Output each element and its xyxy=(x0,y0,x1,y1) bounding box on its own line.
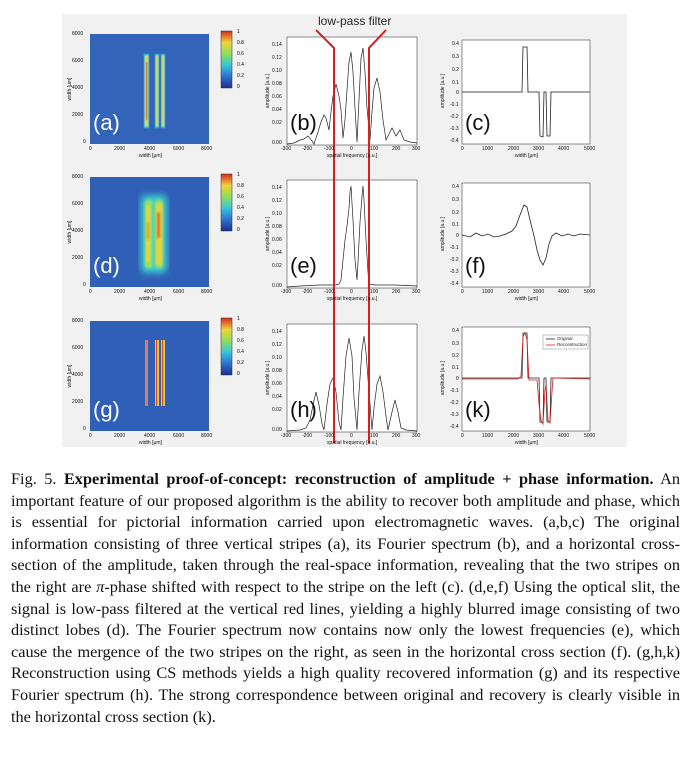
spectrum-h-xtick-300: 300 xyxy=(412,433,421,439)
spectrum-h-xtick-100: 100 xyxy=(370,433,379,439)
cross-f-ytick-01: 0.1 xyxy=(452,222,459,228)
heatmap-a-xtick-8000: 8000 xyxy=(201,146,213,152)
caption-text-part-1: An important feature of our proposed algorithm is the ability to recover both amplitude and phase, which is essential for pictorial information carried upon electromagnetic waves. (a,b,c) The original information consisting of three vertical stripes (a), its Fourier spectrum (b), and a horizontal cross-section of the amplitude, taken through the real-space information, revealing that the two stripes on the right are xyxy=(11,469,680,596)
cross-f-ytick-0: 0 xyxy=(456,233,459,239)
heatmap-g-xtick-4000: 4000 xyxy=(144,433,156,439)
panel-letter-d: (d) xyxy=(93,253,120,278)
panel-letter-c: (c) xyxy=(465,110,491,135)
heatmap-d-ytick-0: 0 xyxy=(83,282,86,288)
cross-k-xtick-2000: 2000 xyxy=(508,433,520,439)
colorbar-g-tick-0: 0 xyxy=(237,371,240,377)
cross-k-ytick-0: 0 xyxy=(456,376,459,382)
spectrum-b-xtick-m200: -200 xyxy=(302,146,313,152)
spectrum-h-xtick-m300: -300 xyxy=(281,433,292,439)
spectrum-h-ytick-000: 0.00 xyxy=(272,427,282,433)
colorbar-a-tick-04: 0.4 xyxy=(237,62,244,68)
heatmap-g-xtick-6000: 6000 xyxy=(173,433,185,439)
legend-reconstruction: Reconstruction xyxy=(557,342,588,347)
spectrum-b-ytick-010: 0.10 xyxy=(272,68,282,74)
spectrum-b-ytick-006: 0.06 xyxy=(272,94,282,100)
caption-pi-symbol: π xyxy=(96,576,105,596)
spectrum-h-ytick-004: 0.04 xyxy=(272,394,282,400)
legend-original: Original xyxy=(557,336,573,341)
cross-f-ytick-02: 0.2 xyxy=(452,210,459,216)
spectrum-e-ytick-010: 0.10 xyxy=(272,211,282,217)
cross-k-xtick-3000: 3000 xyxy=(533,433,545,439)
cross-k-ylabel: amplitude [a.u.] xyxy=(440,360,446,396)
cross-c-ytick-m01: -0.1 xyxy=(450,102,459,108)
spectrum-e-ytick-008: 0.08 xyxy=(272,224,282,230)
cross-f-xtick-0: 0 xyxy=(461,289,464,295)
panel-d-colorbar xyxy=(221,174,232,231)
cross-c-xtick-0: 0 xyxy=(461,146,464,152)
panel-letter-g: (g) xyxy=(93,397,120,422)
cross-f-ylabel: amplitude [a.u.] xyxy=(440,216,446,252)
cross-k-ytick-02: 0.2 xyxy=(452,353,459,359)
spectrum-e-ytick-014: 0.14 xyxy=(272,185,282,191)
heatmap-d-ytick-4000: 4000 xyxy=(72,228,84,234)
cross-k-xtick-4000: 4000 xyxy=(558,433,570,439)
heatmap-a-xtick-0: 0 xyxy=(89,146,92,152)
colorbar-a-tick-1: 1 xyxy=(237,29,240,35)
spectrum-b-ytick-014: 0.14 xyxy=(272,42,282,48)
spectrum-e-ytick-002: 0.02 xyxy=(272,263,282,269)
spectrum-b-xtick-100: 100 xyxy=(370,146,379,152)
colorbar-g-tick-02: 0.2 xyxy=(237,360,244,366)
spectrum-h-xlabel: spatial frequency [a.u.] xyxy=(327,440,378,446)
heatmap-g-ytick-4000: 4000 xyxy=(72,372,84,378)
cross-k-ytick-m03: -0.3 xyxy=(450,412,459,418)
heatmap-a-xlabel: width [μm] xyxy=(139,153,162,159)
heatmap-a-ytick-0: 0 xyxy=(83,139,86,145)
cross-f-xtick-5000: 5000 xyxy=(584,289,596,295)
cross-c-ytick-m04: -0.4 xyxy=(450,138,459,144)
lowpass-filter-label: low-pass filter xyxy=(318,14,392,28)
cross-k-xtick-1000: 1000 xyxy=(482,433,494,439)
heatmap-a-ytick-8000: 8000 xyxy=(72,31,84,37)
panel-letter-e: (e) xyxy=(290,253,317,278)
cross-c-xtick-5000: 5000 xyxy=(584,146,596,152)
cross-f-ytick-m03: -0.3 xyxy=(450,269,459,275)
cross-k-ytick-01: 0.1 xyxy=(452,365,459,371)
spectrum-e-ytick-000: 0.00 xyxy=(272,283,282,289)
heatmap-d-ylabel: width [μm] xyxy=(67,220,73,244)
heatmap-g-xtick-8000: 8000 xyxy=(201,433,213,439)
cross-c-ylabel: amplitude [a.u.] xyxy=(440,73,446,109)
cross-k-ytick-03: 0.3 xyxy=(452,341,459,347)
heatmap-d-ytick-2000: 2000 xyxy=(72,255,84,261)
spectrum-h-ytick-006: 0.06 xyxy=(272,381,282,387)
colorbar-a-tick-0: 0 xyxy=(237,84,240,90)
cross-k-ytick-04: 0.4 xyxy=(452,328,459,334)
panel-letter-f: (f) xyxy=(465,253,486,278)
spectrum-e-xtick-300: 300 xyxy=(412,289,421,295)
colorbar-g-tick-1: 1 xyxy=(237,316,240,322)
spectrum-e-ylabel: amplitude [a.u.] xyxy=(265,216,271,252)
heatmap-d-ytick-8000: 8000 xyxy=(72,174,84,180)
heatmap-a-ytick-2000: 2000 xyxy=(72,112,84,118)
heatmap-g-ytick-2000: 2000 xyxy=(72,399,84,405)
spectrum-e-xtick-0: 0 xyxy=(350,289,353,295)
spectrum-h-ytick-008: 0.08 xyxy=(272,368,282,374)
cross-c-ytick-04: 0.4 xyxy=(452,41,459,47)
spectrum-h-xtick-m200: -200 xyxy=(302,433,313,439)
cross-c-xtick-1000: 1000 xyxy=(482,146,494,152)
cross-c-ytick-0: 0 xyxy=(456,90,459,96)
cross-f-xtick-2000: 2000 xyxy=(508,289,520,295)
heatmap-d-xtick-4000: 4000 xyxy=(144,289,156,295)
cross-f-xlabel: width [μm] xyxy=(515,296,538,302)
spectrum-e-xtick-m100: -100 xyxy=(324,289,335,295)
caption-text-part-2: -phase shifted with respect to the stripe on the left (c). (d,e,f) Using the optical slit, the signal is low-pass filtered at the vertical red lines, yielding a highly blurred image consisting of two distinct lobes (d). The Fourier spectrum now contains now only the lowest frequencies (e), which cause the mergence of the two stripes on the right, as seen in the horizontal cross section (f). (g,h,k) Reconstruction using CS methods yields a high quality recovered information (g) and its respective Fourier spectrum (h). The strong correspondence between original and recovery is clearly visible in the horizontal cross section (k). xyxy=(11,576,681,726)
heatmap-a-ytick-6000: 6000 xyxy=(72,58,84,64)
spectrum-h-xtick-m100: -100 xyxy=(324,433,335,439)
cross-c-ytick-03: 0.3 xyxy=(452,54,459,60)
colorbar-d-tick-04: 0.4 xyxy=(237,205,244,211)
spectrum-b-ytick-002: 0.02 xyxy=(272,120,282,126)
heatmap-a-xtick-4000: 4000 xyxy=(144,146,156,152)
heatmap-g-ylabel: width [μm] xyxy=(67,364,73,388)
heatmap-d-xtick-6000: 6000 xyxy=(173,289,185,295)
spectrum-b-xtick-300: 300 xyxy=(412,146,421,152)
spectrum-h-xtick-200: 200 xyxy=(392,433,401,439)
colorbar-g-tick-04: 0.4 xyxy=(237,349,244,355)
spectrum-e-xtick-m200: -200 xyxy=(302,289,313,295)
colorbar-d-tick-06: 0.6 xyxy=(237,194,244,200)
heatmap-a-xtick-6000: 6000 xyxy=(173,146,185,152)
cross-k-xlabel: width [μm] xyxy=(515,440,538,446)
panel-a-colorbar xyxy=(221,31,232,88)
cross-c-xtick-2000: 2000 xyxy=(508,146,520,152)
heatmap-d-ytick-6000: 6000 xyxy=(72,201,84,207)
spectrum-b-ytick-004: 0.04 xyxy=(272,107,282,113)
cross-f-ytick-m04: -0.4 xyxy=(450,281,459,287)
cross-c-ytick-01: 0.1 xyxy=(452,80,459,86)
spectrum-b-xtick-0: 0 xyxy=(350,146,353,152)
cross-k-ytick-m01: -0.1 xyxy=(450,388,459,394)
spectrum-h-ytick-002: 0.02 xyxy=(272,407,282,413)
cross-k-xtick-0: 0 xyxy=(461,433,464,439)
cross-c-xlabel: width [μm] xyxy=(515,153,538,159)
caption-fig-label: Fig. 5. xyxy=(11,469,57,488)
spectrum-h-ytick-010: 0.10 xyxy=(272,355,282,361)
cross-f-ytick-m01: -0.1 xyxy=(450,245,459,251)
heatmap-g-xlabel: width [μm] xyxy=(139,440,162,446)
heatmap-g-xtick-2000: 2000 xyxy=(114,433,126,439)
panel-letter-k: (k) xyxy=(465,397,491,422)
panel-letter-h: (h) xyxy=(290,397,317,422)
cross-k-ytick-m04: -0.4 xyxy=(450,424,459,430)
cross-c-xtick-4000: 4000 xyxy=(558,146,570,152)
spectrum-b-ylabel: amplitude [a.u.] xyxy=(265,73,271,109)
cross-k-ytick-m02: -0.2 xyxy=(450,400,459,406)
heatmap-g-xtick-0: 0 xyxy=(89,433,92,439)
spectrum-b-xlabel: spatial frequency [a.u.] xyxy=(327,153,378,159)
spectrum-b-ytick-008: 0.08 xyxy=(272,81,282,87)
cross-c-ytick-m02: -0.2 xyxy=(450,114,459,120)
panel-letter-a: (a) xyxy=(93,110,120,135)
heatmap-g-ytick-0: 0 xyxy=(83,426,86,432)
cross-f-xtick-4000: 4000 xyxy=(558,289,570,295)
spectrum-b-xtick-m100: -100 xyxy=(324,146,335,152)
cross-c-ytick-02: 0.2 xyxy=(452,67,459,73)
spectrum-b-xtick-200: 200 xyxy=(392,146,401,152)
cross-c-xtick-3000: 3000 xyxy=(533,146,545,152)
heatmap-a-xtick-2000: 2000 xyxy=(114,146,126,152)
spectrum-b-ytick-000: 0.00 xyxy=(272,140,282,146)
spectrum-h-ytick-012: 0.12 xyxy=(272,342,282,348)
heatmap-g-ytick-8000: 8000 xyxy=(72,318,84,324)
spectrum-h-ytick-014: 0.14 xyxy=(272,329,282,335)
cross-f-ytick-04: 0.4 xyxy=(452,184,459,190)
colorbar-a-tick-06: 0.6 xyxy=(237,51,244,57)
colorbar-d-tick-0: 0 xyxy=(237,227,240,233)
heatmap-a-ylabel: width [μm] xyxy=(67,77,73,101)
cross-k-xtick-5000: 5000 xyxy=(584,433,596,439)
heatmap-d-xtick-8000: 8000 xyxy=(201,289,213,295)
panel-letter-b: (b) xyxy=(290,110,317,135)
spectrum-e-xtick-200: 200 xyxy=(392,289,401,295)
cross-f-ytick-m02: -0.2 xyxy=(450,257,459,263)
colorbar-a-tick-08: 0.8 xyxy=(237,40,244,46)
colorbar-d-tick-02: 0.2 xyxy=(237,216,244,222)
heatmap-d-xtick-2000: 2000 xyxy=(114,289,126,295)
spectrum-e-xlabel: spatial frequency [a.u.] xyxy=(327,296,378,302)
spectrum-e-ytick-006: 0.06 xyxy=(272,237,282,243)
spectrum-h-xtick-0: 0 xyxy=(350,433,353,439)
heatmap-a-ytick-4000: 4000 xyxy=(72,85,84,91)
heatmap-g-ytick-6000: 6000 xyxy=(72,345,84,351)
spectrum-e-xtick-m300: -300 xyxy=(281,289,292,295)
panel-g-colorbar xyxy=(221,318,232,375)
cross-f-xtick-3000: 3000 xyxy=(533,289,545,295)
spectrum-e-ytick-012: 0.12 xyxy=(272,198,282,204)
spectrum-h-ylabel: amplitude [a.u.] xyxy=(265,360,271,396)
colorbar-d-tick-08: 0.8 xyxy=(237,183,244,189)
figure-caption xyxy=(11,468,680,727)
spectrum-b-ytick-012: 0.12 xyxy=(272,55,282,61)
colorbar-a-tick-02: 0.2 xyxy=(237,73,244,79)
spectrum-e-xtick-100: 100 xyxy=(370,289,379,295)
colorbar-g-tick-08: 0.8 xyxy=(237,327,244,333)
spectrum-e-ytick-004: 0.04 xyxy=(272,250,282,256)
cross-c-ytick-m03: -0.3 xyxy=(450,126,459,132)
spectrum-b-xtick-m300: -300 xyxy=(281,146,292,152)
heatmap-d-xtick-0: 0 xyxy=(89,289,92,295)
colorbar-d-tick-1: 1 xyxy=(237,172,240,178)
cross-f-ytick-03: 0.3 xyxy=(452,197,459,203)
cross-f-xtick-1000: 1000 xyxy=(482,289,494,295)
colorbar-g-tick-06: 0.6 xyxy=(237,338,244,344)
caption-title: Experimental proof-of-concept: reconstruction of amplitude + phase information. xyxy=(63,469,654,488)
heatmap-d-xlabel: width [μm] xyxy=(139,296,162,302)
